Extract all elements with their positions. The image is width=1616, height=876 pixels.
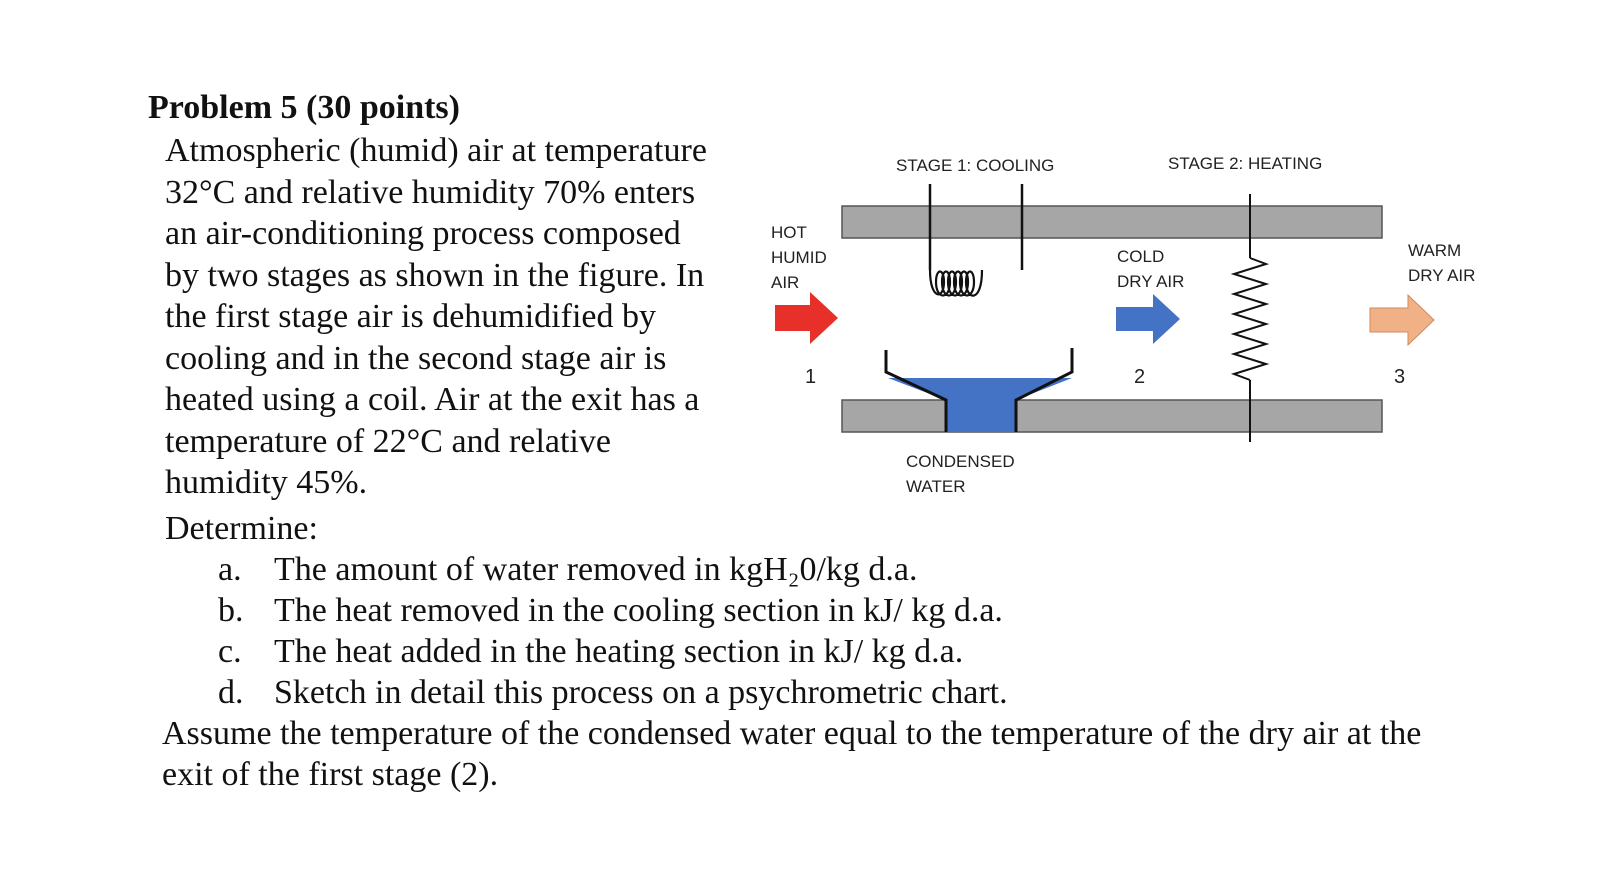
stage2-label: STAGE 2: HEATING: [1168, 154, 1323, 173]
assumption-line: exit of the first stage (2).: [162, 756, 499, 793]
question-text: Sketch in detail this process on a psychrometric chart.: [274, 674, 1008, 711]
question-list: [218, 549, 1008, 713]
statement-line: by two stages as shown in the figure. In: [165, 256, 705, 294]
hot-humid-air-arrow: [775, 292, 838, 344]
statement-line: Atmospheric (humid) air at temperature: [165, 132, 707, 169]
condensate-label-line: WATER: [906, 477, 966, 496]
statement-line: cooling and in the second stage air is: [165, 339, 667, 377]
assumption-line: Assume the temperature of the condensed water equal to the temperature of the dry air at the: [162, 715, 1422, 752]
statement-line: temperature of 22°C and relative: [165, 422, 611, 460]
question-marker: c.: [218, 633, 242, 670]
question-text: The heat added in the heating section in kJ/ kg d.a.: [274, 633, 964, 670]
statement-line: an air-conditioning process composed: [165, 215, 681, 252]
question-item: [218, 549, 1008, 590]
question-item: [218, 672, 1008, 713]
question-marker: a.: [218, 551, 242, 588]
state-number-1: 1: [805, 366, 817, 388]
duct-bottom-wall: [842, 400, 1382, 432]
determine-heading: Determine:: [165, 510, 318, 547]
outlet-label-line: WARM: [1408, 241, 1462, 260]
statement-line: 32°C and relative humidity 70% enters: [165, 173, 696, 211]
question-marker: b.: [218, 592, 244, 629]
statement-line: heated using a coil. Air at the exit has a: [165, 381, 700, 418]
air-conditioning-diagram: [770, 140, 1550, 520]
inlet-label-line: AIR: [771, 273, 800, 292]
mid-label-line: COLD: [1117, 247, 1165, 266]
cold-dry-air-arrow: [1116, 294, 1180, 344]
problem-title: Problem 5 (30 points): [148, 89, 460, 126]
state-number-2: 2: [1134, 366, 1146, 388]
question-text: The heat removed in the cooling section in kJ/ kg d.a.: [274, 592, 1003, 629]
cooling-coil-icon: [930, 184, 1022, 296]
inlet-label-line: HUMID: [771, 248, 827, 267]
condensate-label-line: CONDENSED: [906, 452, 1015, 471]
question-item: [218, 590, 1008, 631]
question-text: The amount of water removed in kgH₂0/kg d.a.: [274, 551, 918, 588]
assumption-note: [162, 713, 1421, 795]
inlet-label-line: HOT: [771, 223, 807, 242]
state-number-3: 3: [1394, 366, 1406, 388]
statement-line: humidity 45%.: [165, 464, 368, 501]
stage1-label: STAGE 1: COOLING: [896, 156, 1055, 175]
statement-line: the first stage air is dehumidified by: [165, 298, 656, 335]
question-item: [218, 631, 1008, 672]
outlet-label-line: DRY AIR: [1408, 266, 1476, 285]
mid-label-line: DRY AIR: [1117, 272, 1185, 291]
problem-statement: [165, 130, 755, 504]
duct-top-wall: [842, 206, 1382, 238]
warm-dry-air-arrow: [1370, 295, 1434, 345]
question-marker: d.: [218, 674, 244, 711]
